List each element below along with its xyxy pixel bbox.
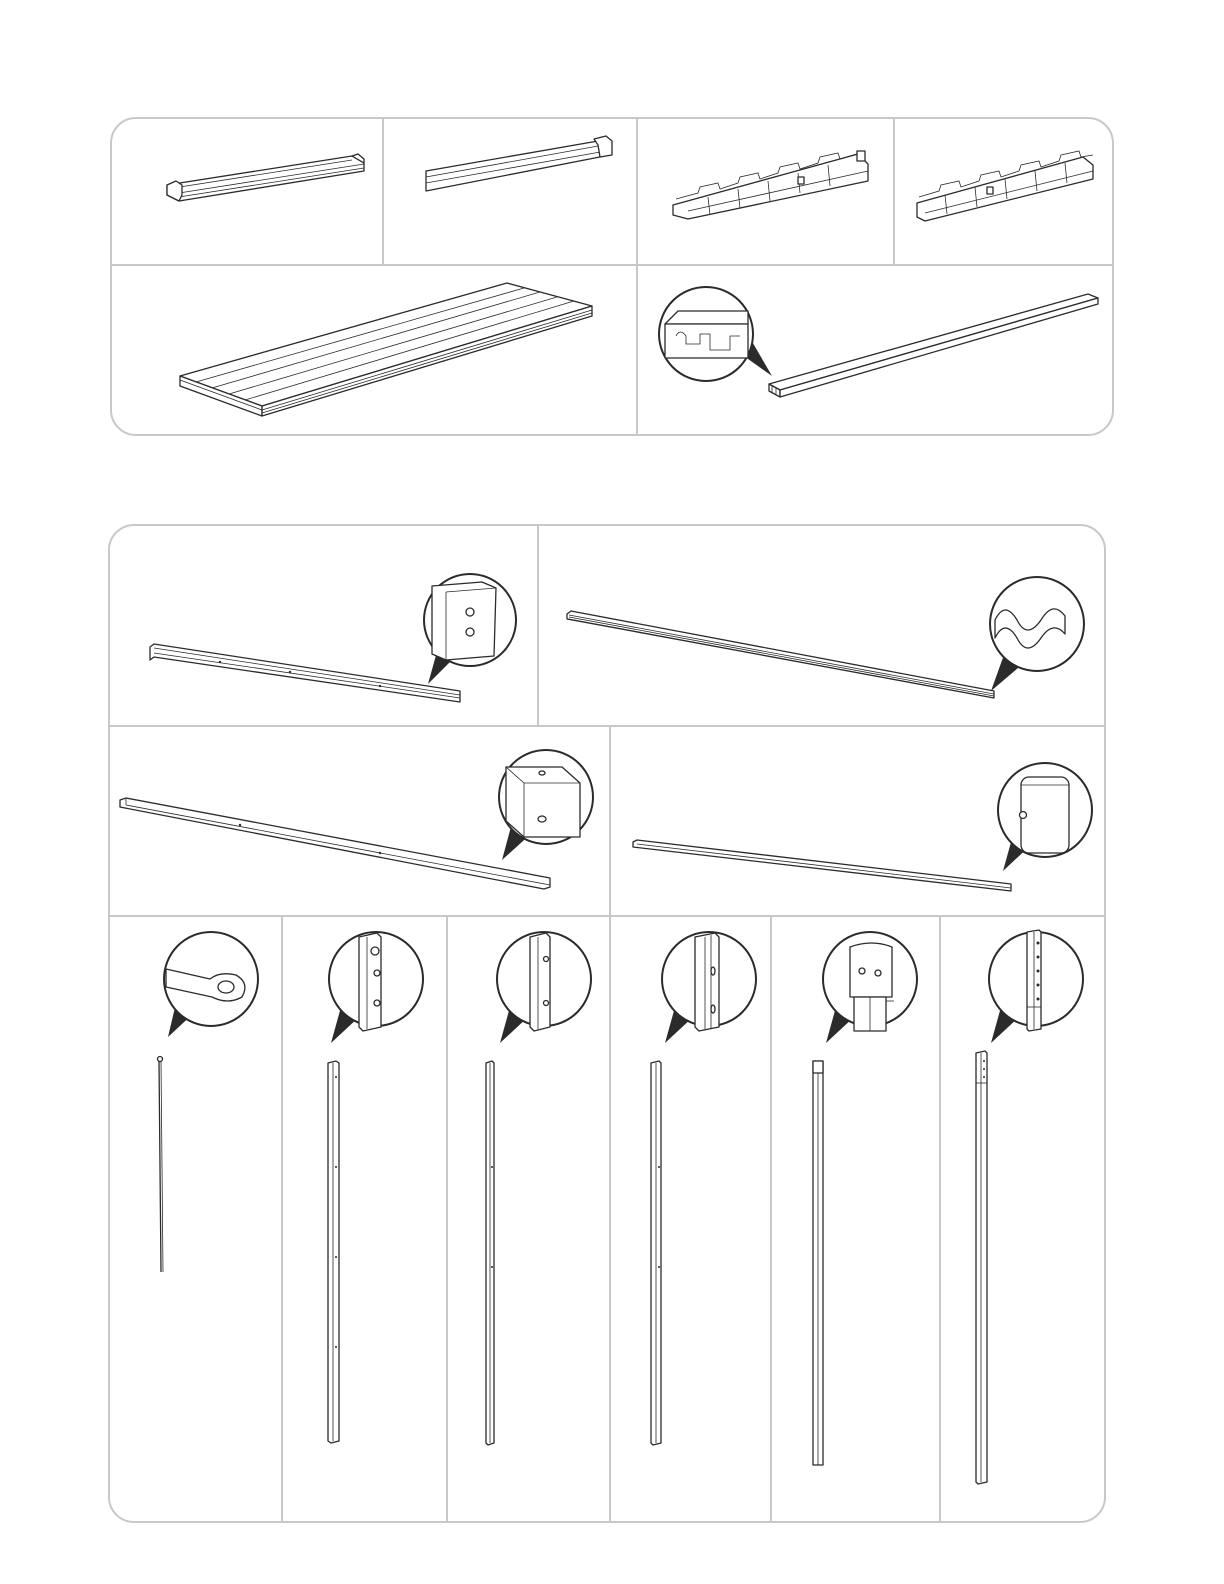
- corner-post-icon: [941, 917, 1106, 1523]
- door-post-with-plate-icon: [772, 917, 939, 1523]
- angle-post-c-icon: [611, 917, 770, 1523]
- floor-plank-with-detail-icon: [638, 266, 1114, 436]
- rect-tube-short-icon: [611, 727, 1106, 915]
- part-c-channel-beam: [110, 526, 537, 725]
- c-channel-beam-icon: [110, 526, 537, 725]
- part-molded-beam-left: [638, 119, 893, 264]
- magnifier-detail: [659, 287, 772, 381]
- part-angle-post-a: [283, 917, 446, 1523]
- molded-beam-left-icon: [638, 119, 893, 264]
- magnifier-detail: [424, 574, 516, 684]
- floor-panel-icon: [112, 266, 636, 436]
- parts-panel-metal: [108, 524, 1106, 1523]
- part-ribbed-roof-rail: [539, 526, 1106, 725]
- square-tube-long-icon: [110, 727, 609, 915]
- part-tension-rod: [110, 917, 281, 1523]
- magnifier-detail: [823, 932, 917, 1043]
- magnifier-detail: [164, 932, 258, 1037]
- magnifier-detail: [989, 930, 1083, 1043]
- part-floor-plank: [638, 266, 1114, 436]
- part-corner-post: [941, 917, 1106, 1523]
- part-floor-panel: [112, 266, 636, 436]
- magnifier-detail: [499, 750, 593, 860]
- part-door-post: [772, 917, 939, 1523]
- magnifier-detail: [998, 763, 1092, 871]
- short-rail-left-icon: [112, 119, 382, 264]
- part-short-rail-left: [112, 119, 382, 264]
- magnifier-detail: [662, 932, 756, 1043]
- angle-post-a-icon: [283, 917, 446, 1523]
- part-angle-post-b: [448, 917, 611, 1523]
- part-short-rail-right: [384, 119, 636, 264]
- magnifier-detail: [990, 577, 1084, 691]
- ribbed-roof-rail-icon: [539, 526, 1106, 725]
- parts-panel-plastic: [110, 117, 1114, 436]
- tension-rod-icon: [110, 917, 281, 1523]
- part-molded-beam-right: [895, 119, 1114, 264]
- part-rect-tube-short: [611, 727, 1106, 915]
- part-angle-post-c: [611, 917, 770, 1523]
- part-square-tube-long: [110, 727, 609, 915]
- magnifier-detail: [497, 932, 591, 1043]
- short-rail-right-icon: [384, 119, 636, 264]
- molded-beam-right-icon: [895, 119, 1114, 264]
- angle-post-b-icon: [448, 917, 611, 1523]
- magnifier-detail: [329, 932, 423, 1043]
